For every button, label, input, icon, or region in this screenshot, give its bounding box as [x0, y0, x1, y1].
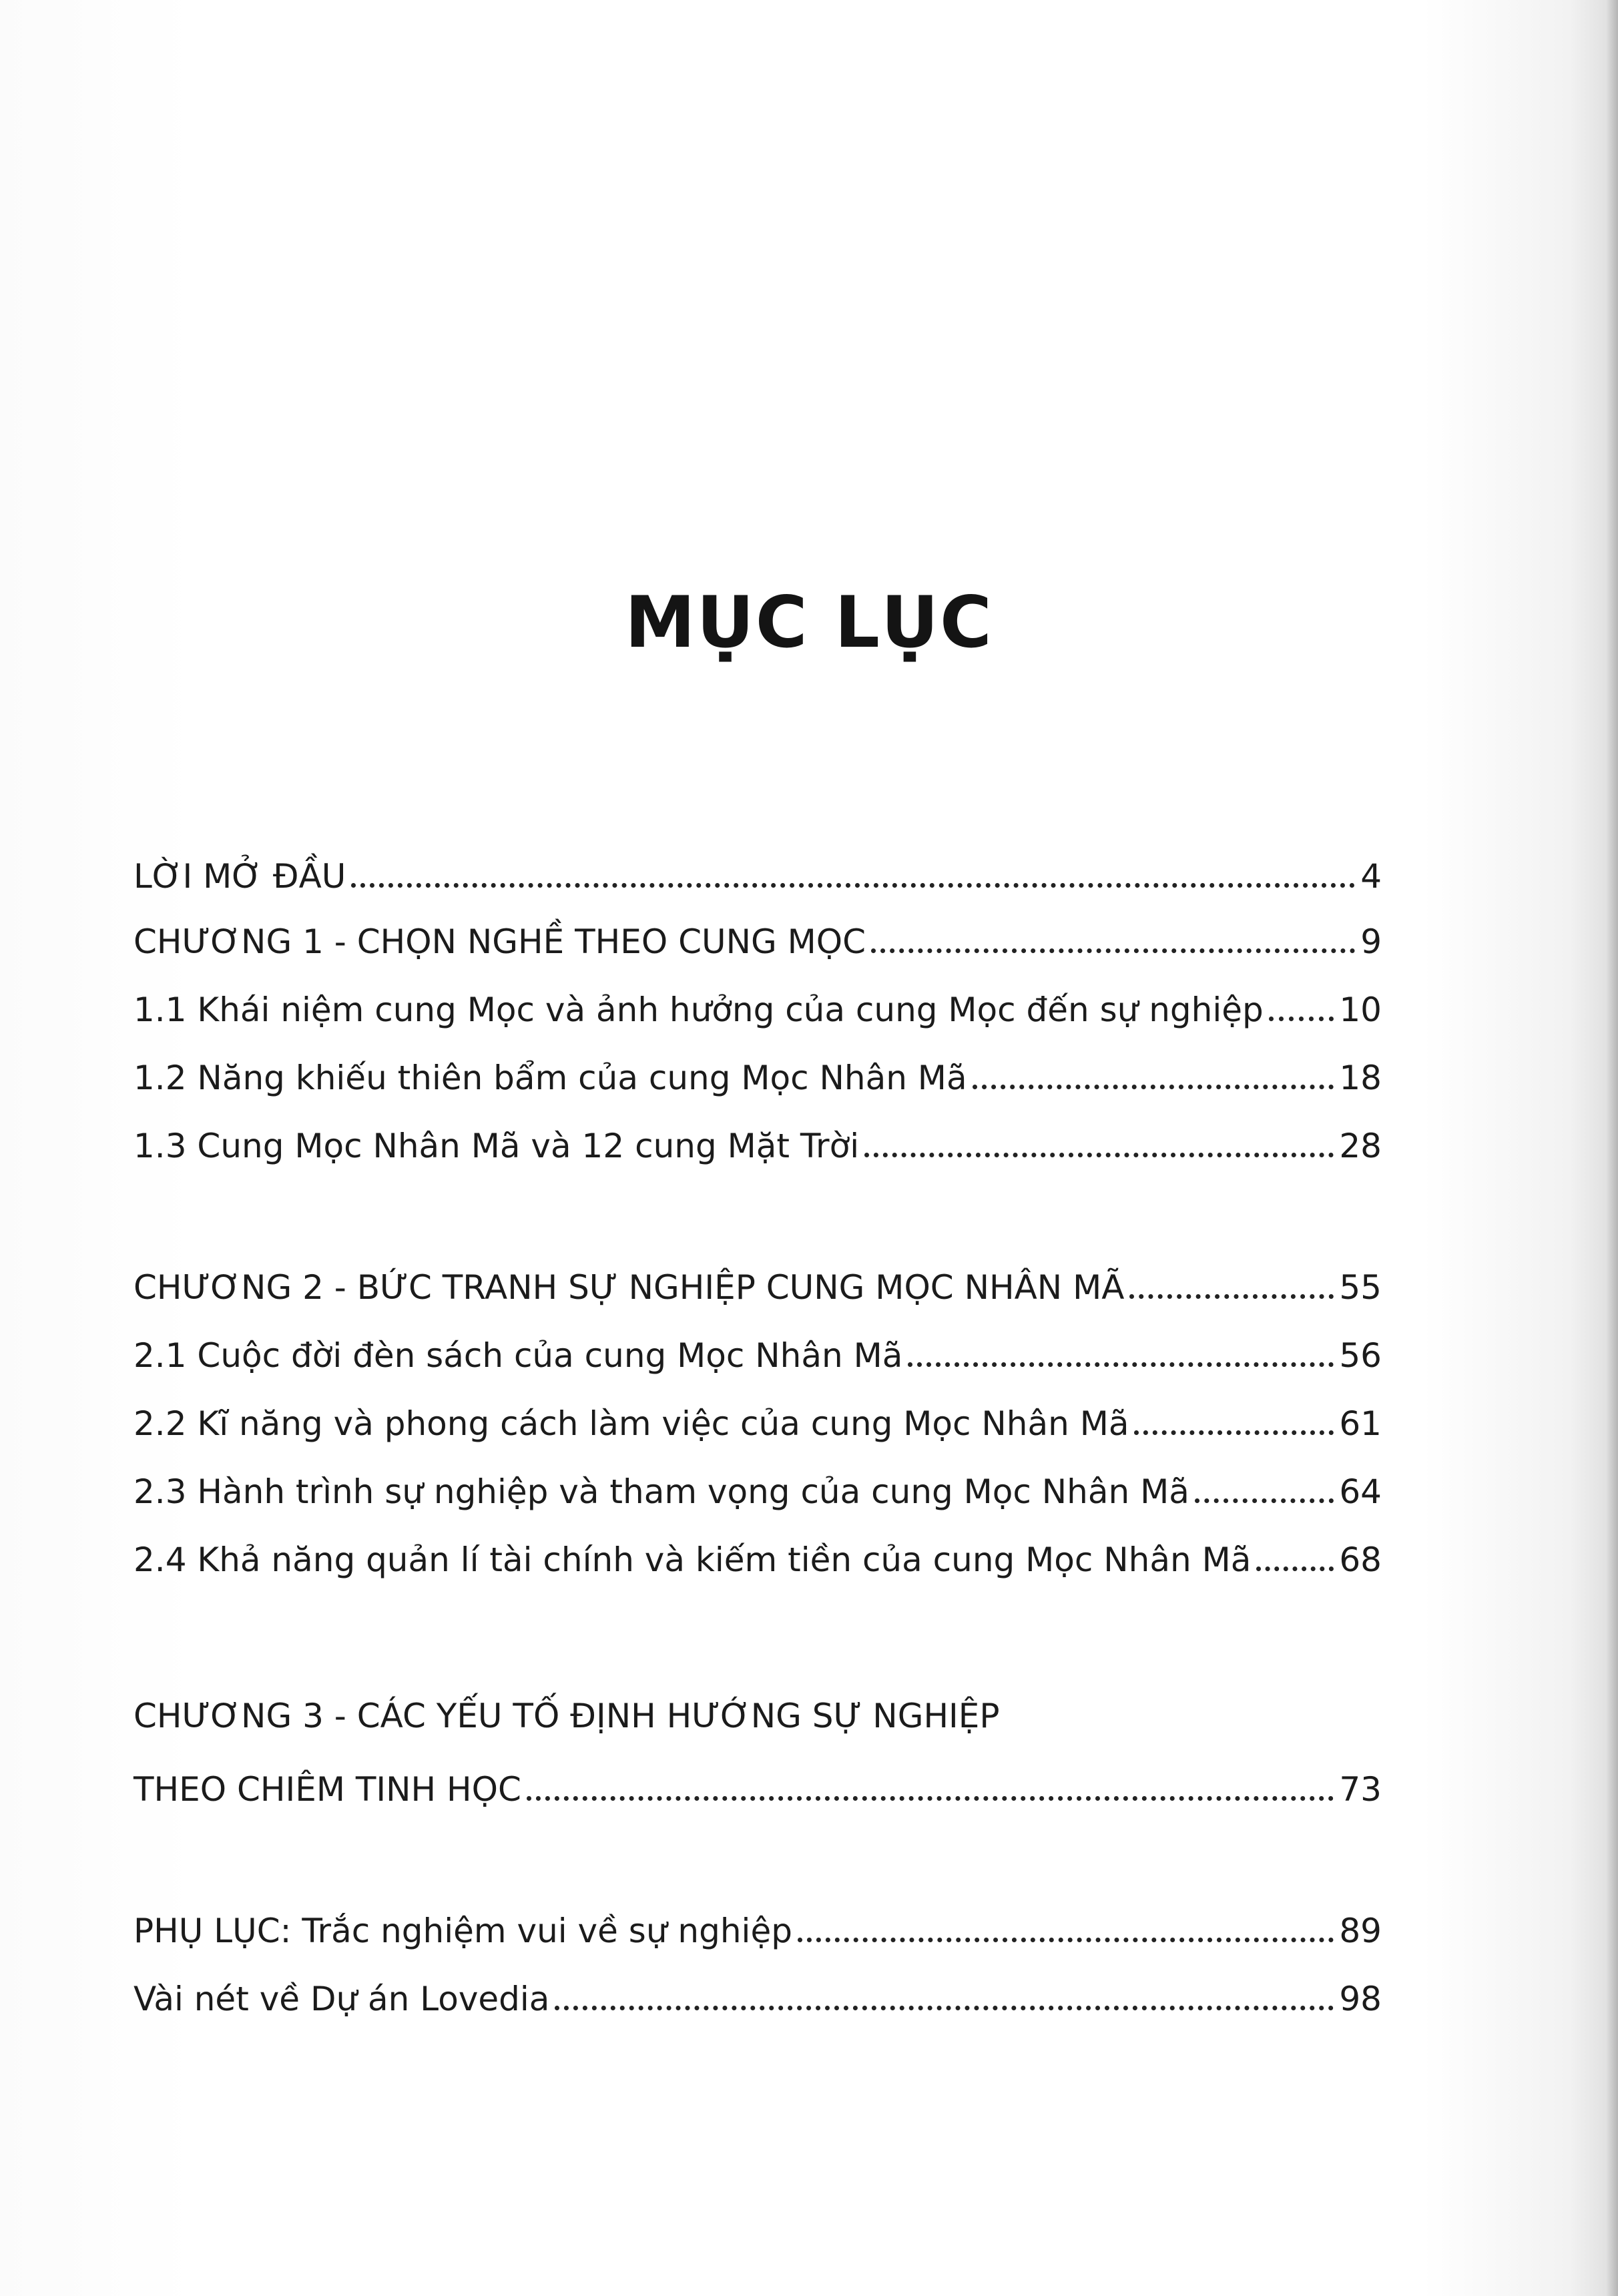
toc-entry-label: 1.2 Năng khiếu thiên bẩm của cung Mọc Nhân Mã [133, 1059, 967, 1097]
toc-entry-1-3 [133, 1125, 1382, 1167]
toc-entry-page: 64 [1339, 1472, 1382, 1511]
toc-entry-chuong-2 [133, 1267, 1382, 1308]
toc-leader-dots [1269, 1017, 1334, 1021]
toc-entry-1-2 [133, 1057, 1382, 1099]
page-edge-shadow [1606, 0, 1618, 2296]
toc-entry-label: 2.3 Hành trình sự nghiệp và tham vọng của cung Mọc Nhân Mã [133, 1472, 1189, 1511]
toc-entry-page: 68 [1339, 1540, 1382, 1579]
toc-leader-dots [908, 1362, 1334, 1367]
toc-leader-dots [1195, 1498, 1334, 1503]
toc-entry-du-an-lovedia [133, 1978, 1382, 2020]
toc-entry-page: 4 [1360, 857, 1382, 896]
toc-entry-label: 1.1 Khái niệm cung Mọc và ảnh hưởng của cung Mọc đến sự nghiệp [133, 990, 1264, 1029]
toc-leader-dots [1129, 1294, 1334, 1299]
toc-entry-page: 73 [1339, 1770, 1382, 1809]
page-title: MỤC LỤC [625, 581, 993, 663]
toc-entry-page: 10 [1339, 990, 1382, 1029]
toc-leader-dots [555, 2006, 1334, 2010]
toc-entry-page: 28 [1339, 1127, 1382, 1165]
toc-entry-2-4 [133, 1539, 1382, 1581]
toc-entry-loi-mo-dau [133, 856, 1382, 897]
toc-leader-dots [1134, 1430, 1334, 1435]
toc-leader-dots [351, 883, 1355, 888]
toc-entry-label: THEO CHIÊM TINH HỌC [133, 1770, 521, 1809]
toc-entry-1-1 [133, 989, 1382, 1031]
toc-entry-label: PHỤ LỤC: Trắc nghiệm vui về sự nghiệp [133, 1912, 792, 1950]
toc-entry-label: Vài nét về Dự án Lovedia [133, 1980, 550, 2018]
toc-entry-label: 1.3 Cung Mọc Nhân Mã và 12 cung Mặt Trời [133, 1127, 860, 1165]
toc-entry-page: 61 [1339, 1404, 1382, 1443]
toc-entry-page: 89 [1339, 1912, 1382, 1950]
toc-leader-dots [798, 1938, 1334, 1942]
toc-entry-chuong-1 [133, 921, 1382, 962]
toc-chapter-3-heading: CHƯƠNG 3 - CÁC YẾU TỐ ĐỊNH HƯỚNG SỰ NGHIỆP [133, 1697, 1000, 1735]
toc-entry-label: 2.4 Khả năng quản lí tài chính và kiếm tiền của cung Mọc Nhân Mã [133, 1540, 1252, 1579]
toc-entry-page: 9 [1360, 922, 1382, 961]
toc-leader-dots [1256, 1566, 1334, 1571]
toc-leader-dots [973, 1085, 1334, 1089]
toc-entry-page: 56 [1339, 1336, 1382, 1375]
toc-entry-label: 2.2 Kĩ năng và phong cách làm việc của cung Mọc Nhân Mã [133, 1404, 1129, 1443]
toc-entry-phu-luc [133, 1910, 1382, 1952]
toc-entry-label: 2.1 Cuộc đời đèn sách của cung Mọc Nhân Mã [133, 1336, 903, 1375]
toc-entry-label: CHƯƠNG 1 - CHỌN NGHỀ THEO CUNG MỌC [133, 922, 866, 961]
toc-entry-chuong-3 [133, 1769, 1382, 1810]
toc-entry-2-2 [133, 1403, 1382, 1444]
toc-entry-page: 55 [1339, 1268, 1382, 1307]
toc-entry-label: LỜI MỞ ĐẦU [133, 857, 346, 896]
toc-entry-page: 98 [1339, 1980, 1382, 2018]
toc-entry-label: CHƯƠNG 2 - BỨC TRANH SỰ NGHIỆP CUNG MỌC NHÂN MÃ [133, 1268, 1125, 1307]
toc-entry-2-1 [133, 1335, 1382, 1376]
toc-leader-dots [527, 1796, 1334, 1801]
toc-entry-2-3 [133, 1471, 1382, 1512]
toc-leader-dots [871, 948, 1355, 953]
toc-leader-dots [864, 1153, 1334, 1157]
toc-entry-page: 18 [1339, 1059, 1382, 1097]
